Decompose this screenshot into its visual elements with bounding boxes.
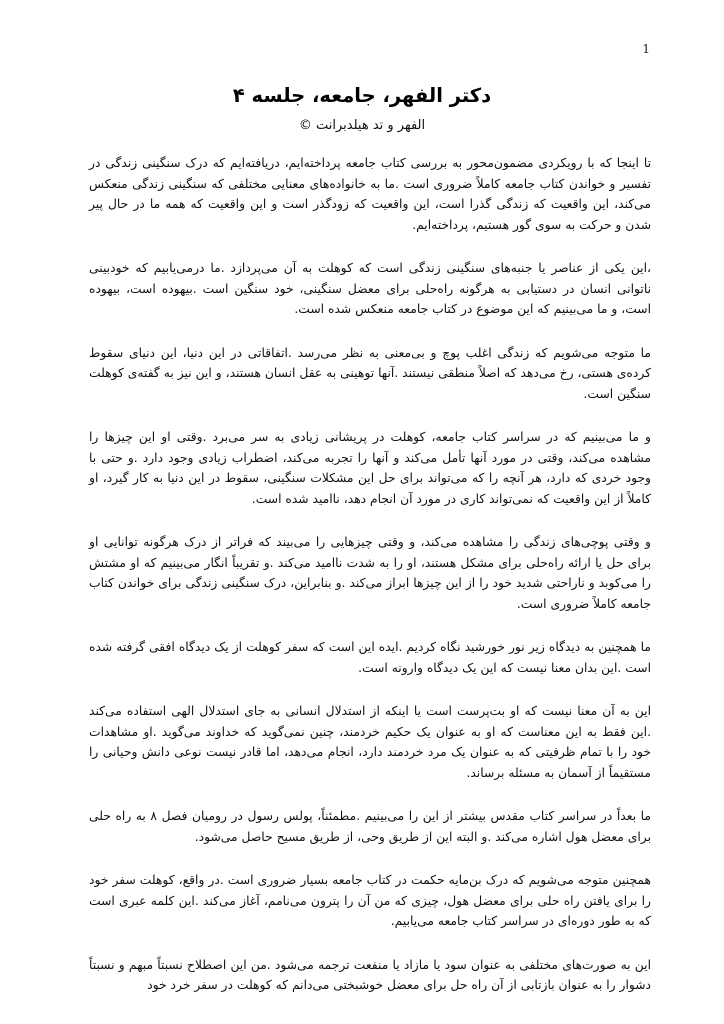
- paragraph-4: و ما می‌بینیم که در سراسر کتاب جامعه، کوهلت در پریشانی زیادی به سر می‌برد .وقتی او این چیزها را مشاهده می‌کند، وقتی در مورد آنها تأمل می‌کند و آنها را تجربه می‌کند، اضطراب زیادی وجود دارد .و حتی با وجود خردی که دارد، هر آنچه را که می‌تواند برای حل این مشکلات سنگینی، سقوط در این دنیا به کار گیرد، او کاملاً از این واقعیت که نمی‌تواند کاری در مورد آن انجام دهد، ناامید شده است.: [89, 430, 651, 506]
- document-title: دکتر الفهر، جامعه، جلسه ۴: [232, 84, 492, 107]
- document-subtitle: الفهر و تد هیلدبرانت ©: [298, 118, 426, 133]
- paragraph-2: ،این یکی از عناصر یا جنبه‌های سنگینی زندگی است که کوهلت به آن می‌پردازد .ما درمی‌یابیم که خودبینی ناتوانی انسان در دستیابی به هرگونه راه‌حلی برای معضل سنگینی، خود سنگین است .بیهوده است، بیهوده است، و ما می‌بینیم که این موضوع در کتاب جامعه منعکس شده است.: [89, 261, 651, 316]
- paragraph-9: همچنین متوجه می‌شویم که درک بن‌مایه حکمت در کتاب جامعه بسیار ضروری است .در واقع، کوهلت سفر خود را برای یافتن راه حلی برای معضل هول، چیزی که من آن را پترون می‌نامم، آغاز می‌کند .این کلمه عبری است که به طور دوره‌ای در سراسر کتاب جامعه می‌یابیم.: [89, 873, 651, 928]
- paragraph-1: تا اینجا که با رویکردی مضمون‌محور به بررسی کتاب جامعه پرداخته‌ایم، دریافته‌ایم که درک سنگینی زندگی در تفسیر و خواندن کتاب جامعه کاملاً ضروری است .ما به خانواده‌های معنایی مختلفی که سنگینی زندگی منعکس می‌کند، این واقعیت که زندگی گذرا است، این واقعیت که زودگذر است و این واقعیت که همه ما در حال پیر شدن و حرکت به سوی گور هستیم، پرداخته‌ایم.: [89, 156, 651, 232]
- page-number: 1: [642, 42, 650, 56]
- paragraph-8: ما بعداً در سراسر کتاب مقدس بیشتر از این را می‌بینیم .مطمئناً، پولس رسول در رومیان فصل ۸ به راه حلی برای معضل هول اشاره می‌کند .و البته این از طریق وحی، از طریق مسیح حاصل می‌شود.: [89, 809, 651, 844]
- document-body: [89, 153, 651, 1019]
- paragraph-7: این به آن معنا نیست که او بت‌پرست است یا اینکه از استدلال انسانی به جای استدلال الهی استفاده می‌کند .این فقط به این معناست که او به عنوان یک حکیم خردمند، چنین نمی‌گوید که خداوند می‌گوید .او مشاهدات خود را با تمام ظرفیتی که به عنوان یک مرد خردمند دارد، انجام می‌دهد، اما قادر نیست نوعی دانش وحیانی را مستقیماً از آسمان به مسئله برساند.: [89, 704, 651, 780]
- paragraph-3: ما متوجه می‌شویم که زندگی اغلب پوچ و بی‌معنی به نظر می‌رسد .اتفاقاتی در این دنیا، این دنیای سقوط کرده‌ی هستی، رخ می‌دهد که اصلاً منطقی نیستند .آنها توهینی به عقل انسان هستند، و این نیز به گفته‌ی کوهلت سنگین است.: [89, 345, 651, 401]
- paragraph-5: و وقتی پوچی‌های زندگی را مشاهده می‌کند، و وقتی چیزهایی را می‌بیند که فراتر از درک هرگونه توانایی او برای حل یا ارائه راه‌حلی برای مشکل هستند، او را به شدت ناامید می‌کند .و تقریباً انگار می‌بینیم که او مشتش را می‌کوبد و ناراحتی شدید خود را از این چیزها ابراز می‌کند .و بنابراین، درک سنگینی زندگی برای خواندن کتاب جامعه کاملاً ضروری است.: [89, 535, 651, 611]
- paragraph-6: ما همچنین به دیدگاه زیر نور خورشید نگاه کردیم .ایده این است که سفر کوهلت از یک دیدگاه افقی گرفته شده است .این بدان معنا نیست که این یک دیدگاه وارونه است.: [89, 640, 651, 675]
- paragraph-10: این به صورت‌های مختلفی به عنوان سود یا مازاد یا منفعت ترجمه می‌شود .من این اصطلاح نسبتاً مبهم و نسبتاً دشوار را به عنوان بازتابی از آن راه حل برای معضل خوشبختی می‌دانم که کوهلت در سفر خرد خود: [89, 957, 651, 992]
